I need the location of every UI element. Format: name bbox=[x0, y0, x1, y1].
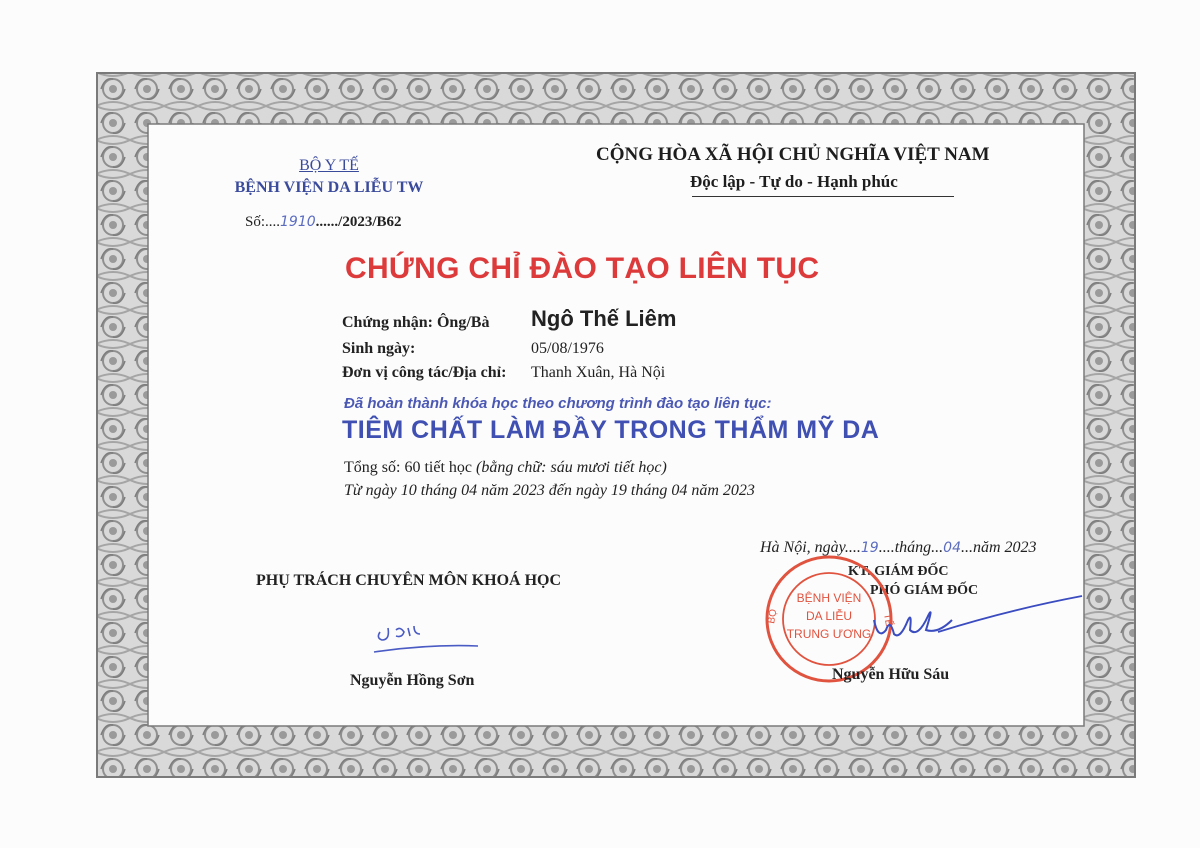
left-signature-title: PHỤ TRÁCH CHUYÊN MÔN KHOÁ HỌC bbox=[256, 572, 562, 589]
doc-number-suffix: ....../2023/B62 bbox=[315, 214, 402, 230]
issuer-block bbox=[215, 155, 443, 199]
total-hours: Tổng số: 60 tiết học bbox=[344, 459, 472, 476]
address-label: Đơn vị công tác/Địa chỉ: bbox=[342, 364, 507, 381]
course-total bbox=[344, 459, 667, 477]
right-signer-name: Nguyễn Hữu Sáu bbox=[832, 666, 950, 683]
seal-rim-right: TẾ bbox=[881, 612, 895, 628]
republic-name: CỘNG HÒA XÃ HỘI CHỦ NGHĨA VIỆT NAM bbox=[596, 144, 990, 165]
doc-number-handwritten: 1910 bbox=[280, 214, 316, 230]
dob-label: Sinh ngày: bbox=[342, 340, 416, 357]
document-number: Số:....1910....../2023/B62 bbox=[245, 214, 402, 230]
right-signature-scribble bbox=[868, 590, 1088, 650]
issue-place: Hà Nội, ngày bbox=[760, 539, 845, 556]
dob-value: 05/08/1976 bbox=[531, 340, 604, 357]
issue-month-label: tháng bbox=[894, 539, 932, 556]
address-value: Thanh Xuân, Hà Nội bbox=[531, 364, 666, 381]
national-motto: Độc lập - Tự do - Hạnh phúc bbox=[690, 172, 898, 191]
total-hours-words: (bằng chữ: sáu mươi tiết học) bbox=[475, 459, 667, 476]
seal-rim-left: BỘ bbox=[766, 608, 780, 625]
right-signature-title-2: PHÓ GIÁM ĐỐC bbox=[870, 583, 979, 598]
left-signature-scribble bbox=[370, 618, 490, 658]
recipient-name: Ngô Thế Liêm bbox=[531, 306, 677, 331]
right-signature-title-1: KT. GIÁM ĐỐC bbox=[848, 564, 949, 579]
seal-line-1: BỆNH VIỆN bbox=[796, 591, 862, 605]
issue-date: Hà Nội, ngày....19....tháng...04...năm 2023 bbox=[760, 539, 1037, 556]
doc-number-prefix: Số: bbox=[245, 214, 266, 230]
issue-year: năm 2023 bbox=[973, 539, 1037, 556]
course-intro: Đã hoàn thành khóa học theo chương trình đào tạo liên tục: bbox=[344, 395, 772, 412]
certificate-title: CHỨNG CHỈ ĐÀO TẠO LIÊN TỤC bbox=[345, 252, 820, 285]
seal-line-3: TRUNG ƯƠNG bbox=[786, 627, 872, 641]
motto-underline bbox=[692, 196, 954, 197]
course-date-range: Từ ngày 10 tháng 04 năm 2023 đến ngày 19 tháng 04 năm 2023 bbox=[344, 482, 755, 499]
hospital-name: BỆNH VIỆN DA LIỄU TW bbox=[234, 179, 424, 196]
left-signer-name: Nguyễn Hồng Sơn bbox=[350, 672, 475, 689]
ministry-name: BỘ Y TẾ bbox=[299, 157, 359, 174]
issue-month: 04 bbox=[943, 540, 961, 556]
course-name: TIÊM CHẤT LÀM ĐẦY TRONG THẨM MỸ DA bbox=[342, 416, 880, 444]
name-label: Chứng nhận: Ông/Bà bbox=[342, 314, 490, 331]
issue-day: 19 bbox=[860, 540, 879, 556]
seal-line-2: DA LIỄU bbox=[805, 609, 853, 623]
